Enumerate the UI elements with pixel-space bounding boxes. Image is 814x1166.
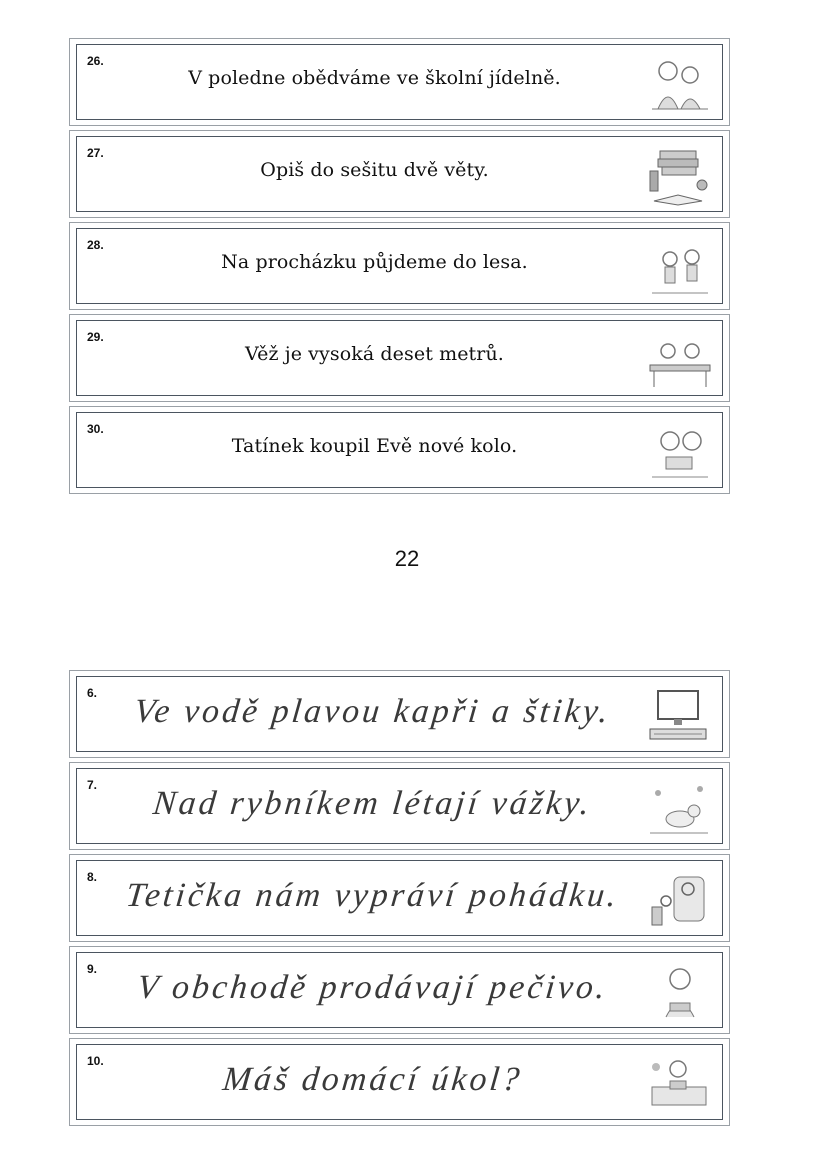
dog-garden-icon <box>644 775 714 841</box>
cursive-sentence: Máš domácí úkol? <box>221 1061 525 1098</box>
card-number: 7. <box>87 778 98 792</box>
top-worksheet <box>69 38 732 498</box>
sentence-card-28 <box>69 222 730 310</box>
card-number: 10. <box>87 1054 104 1068</box>
cursive-card-9 <box>69 946 730 1034</box>
card-number: 8. <box>87 870 98 884</box>
cursive-card-8 <box>69 854 730 942</box>
books-notebook-icon <box>644 143 714 209</box>
computer-icon <box>644 683 714 749</box>
grandma-reading-icon <box>644 867 714 933</box>
sentence-card-27 <box>69 130 730 218</box>
cursive-sentence: Tetička nám vypráví pohádku. <box>124 877 621 914</box>
cursive-card-6 <box>69 670 730 758</box>
children-walking-icon <box>644 235 714 301</box>
cursive-card-7 <box>69 762 730 850</box>
card-sentence: Na procházku půjdeme do lesa. <box>221 251 528 273</box>
sentence-card-30 <box>69 406 730 494</box>
card-number: 28. <box>87 238 104 252</box>
card-number: 30. <box>87 422 104 436</box>
boys-reading-icon <box>644 419 714 485</box>
sentence-card-26 <box>69 38 730 126</box>
card-number: 9. <box>87 962 98 976</box>
card-number: 6. <box>87 686 98 700</box>
card-sentence: Opiš do sešitu dvě věty. <box>260 159 489 181</box>
card-number: 27. <box>87 146 104 160</box>
bottom-worksheet <box>69 670 732 1130</box>
cursive-card-10 <box>69 1038 730 1126</box>
card-sentence: Tatínek koupil Evě nové kolo. <box>231 435 518 457</box>
card-sentence: V poledne obědváme ve školní jídelně. <box>188 67 561 89</box>
children-eating-icon <box>644 51 714 117</box>
card-sentence: Věž je vysoká deset metrů. <box>245 343 504 365</box>
children-at-desk-icon <box>644 327 714 393</box>
card-number: 29. <box>87 330 104 344</box>
cursive-sentence: Ve vodě plavou kapři a štiky. <box>132 693 613 730</box>
page-number: 22 <box>394 546 420 571</box>
girl-in-bed-icon <box>644 1051 714 1117</box>
sentence-card-29 <box>69 314 730 402</box>
card-number: 26. <box>87 54 104 68</box>
girl-reading-icon <box>644 959 714 1025</box>
cursive-sentence: V obchodě prodávají pečivo. <box>135 969 610 1006</box>
cursive-sentence: Nad rybníkem létají vážky. <box>151 785 594 822</box>
